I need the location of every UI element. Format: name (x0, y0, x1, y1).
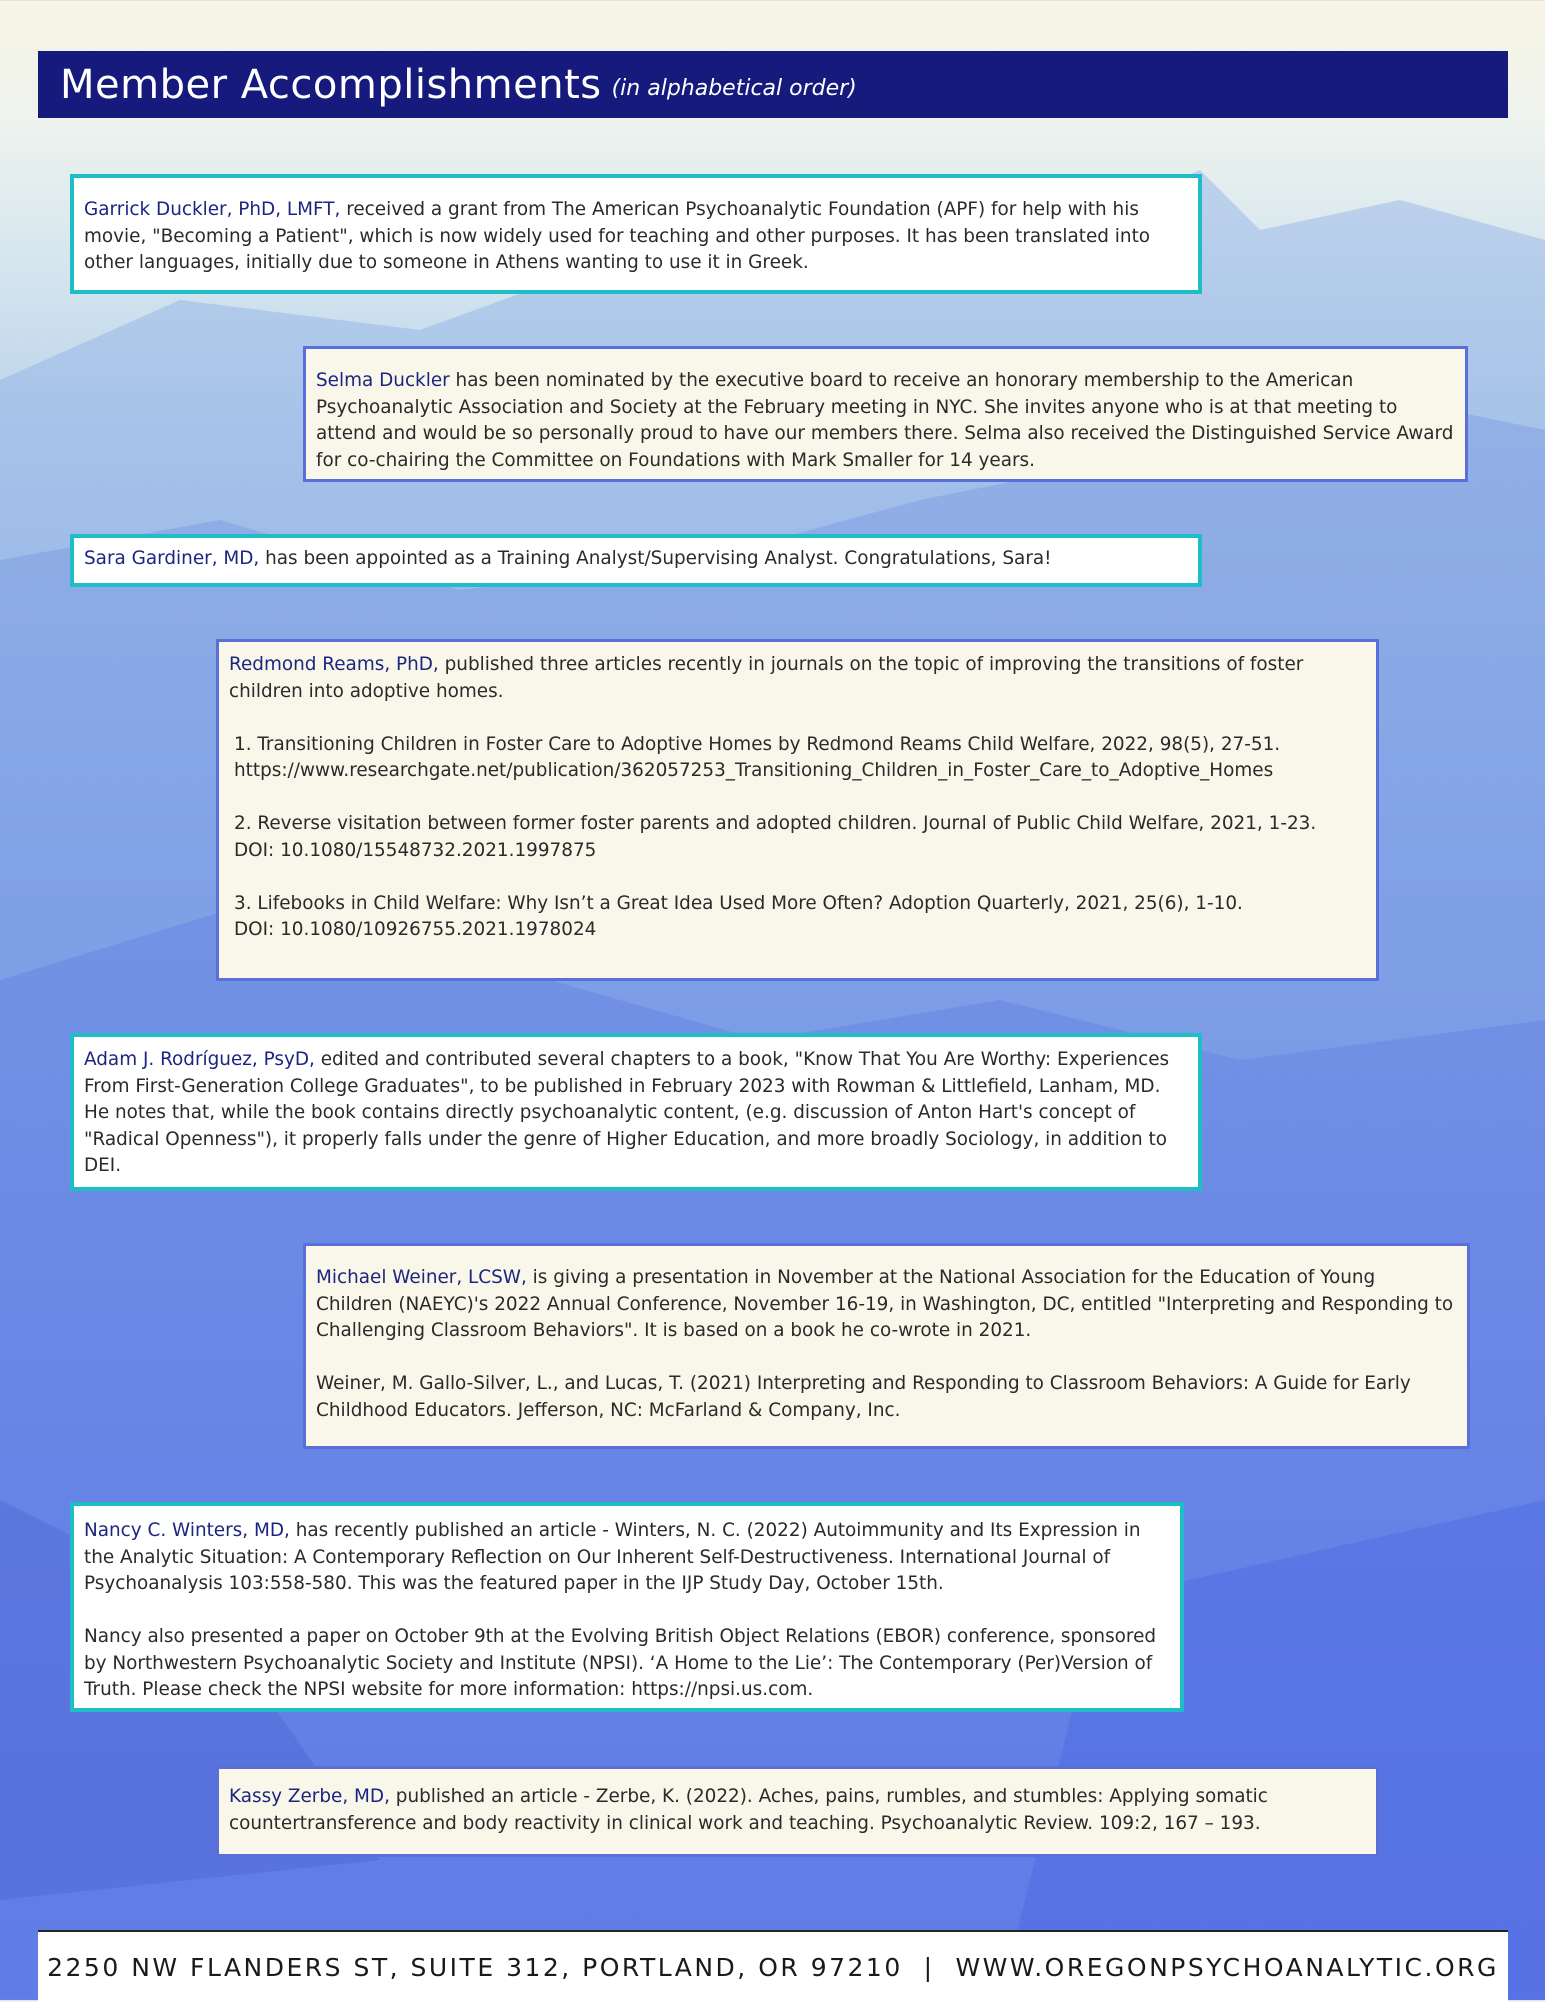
entry-text: received a grant from The American Psychoanalytic Foundation (APF) for help with his movie, "Becoming a Patient", which is now widely used for teaching and other purposes. It has been translated into other languages, initially due to someone in Athens wanting to use it in Greek. (84, 199, 1151, 273)
entry-card-winters (70, 1502, 1184, 1712)
member-name: Garrick Duckler, PhD, LMFT, (84, 199, 341, 220)
entry-text: edited and contributed several chapters to a book, "Know That You Are Worthy: Experiences From First-Generation College Graduates", to be published in February 2023 with Rowman & Littlefield, Lanham, MD. He notes that, while the book contains directly psychoanalytic content, (e.g. discussion of Anton Hart's concept of "Radical Openness"), it properly falls under the genre of Higher Education, and more broadly Sociology, in addition to DEI. (84, 1049, 1170, 1176)
entry-text: published three articles recently in journals on the topic of improving the transitions of foster children into adoptive homes. (229, 654, 1304, 702)
reference-link[interactable]: https://www.researchgate.net/publication/362057253_Transitioning_Children_in_Foster_Care_to_Adoptive_Homes (234, 760, 1274, 781)
entry-card-weiner (303, 1243, 1470, 1449)
entry-text: has been nominated by the executive board to receive an honorary membership to the American Psychoanalytic Association and Society at the February meeting in NYC. She invites anyone who is at that meeting to attend and would be so personally proud to have our members there. Selma also received the Distinguished Service Award for co-chairing the Committee on Foundations with Mark Smaller for 14 years. (316, 370, 1454, 471)
entry-card-duckler-selma (303, 346, 1468, 482)
entry-citation: Weiner, M. Gallo-Silver, L., and Lucas, T. (2021) Interpreting and Responding to Classroom Behaviors: A Guide for Early Childhood Educators. Jefferson, NC: McFarland & Company, Inc. (316, 1373, 1411, 1421)
footer-address: 2250 NW FLANDERS ST, SUITE 312, PORTLAND, OR 97210 | WWW.OREGONPSYCHOANALYTIC.ORG (47, 1952, 1499, 1982)
page-footer (38, 1930, 1508, 2002)
member-name: Nancy C. Winters, MD, (84, 1520, 290, 1541)
page-header (38, 51, 1508, 118)
entry-text: has been appointed as a Training Analyst/Supervising Analyst. Congratulations, Sara! (259, 548, 1052, 569)
entry-card-zerbe (216, 1766, 1379, 1857)
reference-line: 2. Reverse visitation between former foster parents and adopted children. Journal of Public Child Welfare, 2021, 1-23. (234, 813, 1317, 834)
entry-card-reams (216, 639, 1379, 981)
member-name: Redmond Reams, PhD, (229, 654, 439, 675)
reference-doi: DOI: 10.1080/10926755.2021.1978024 (234, 919, 597, 940)
member-name: Kassy Zerbe, MD, (229, 1786, 390, 1807)
member-name: Sara Gardiner, MD, (84, 548, 260, 569)
page-subtitle: (in alphabetical order) (611, 76, 857, 101)
reference-line: 3. Lifebooks in Child Welfare: Why Isn’t a Great Idea Used More Often? Adoption Quarterly, 2021, 25(6), 1-10. (234, 892, 1243, 914)
entry-card-rodriguez (70, 1033, 1202, 1191)
member-name: Adam J. Rodríguez, PsyD, (84, 1049, 315, 1070)
member-name: Selma Duckler (316, 370, 450, 391)
member-name: Michael Weiner, LCSW, (316, 1267, 527, 1288)
reference-doi: DOI: 10.1080/15548732.2021.1997875 (234, 839, 597, 861)
entry-text: has recently published an article - Winters, N. C. (2022) Autoimmunity and Its Expression in the Analytic Situation: A Contemporary Reflection on Our Inherent Self-Destructiveness. International Journal of Psychoanalysis 103:558-580. This was the featured paper in the IJP Study Day, October 15th. (84, 1520, 1141, 1594)
entry-card-duckler-garrick (70, 174, 1202, 294)
entry-extra: Nancy also presented a paper on October 9th at the Evolving British Object Relations (EBOR) conference, sponsored by Northwestern Psychoanalytic Society and Institute (NPSI). ‘A Home to the Lie’: The Contemporary (Per)Version of Truth. Please check the NPSI website for more information: https://npsi.us.com. (84, 1626, 1157, 1700)
reference-line: 1. Transitioning Children in Foster Care to Adoptive Homes by Redmond Reams Child Welfare, 2022, 98(5), 27-51. (234, 733, 1281, 755)
page-title: Member Accomplishments (60, 61, 602, 108)
entry-card-gardiner (70, 534, 1202, 587)
entry-text: is giving a presentation in November at the National Association for the Education of Young Children (NAEYC)'s 2022 Annual Conference, November 16-19, in Washington, DC, entitled "Interpreting and Responding to Challenging Classroom Behaviors". It is based on a book he co-wrote in 2021. (316, 1267, 1454, 1341)
entry-text: published an article - Zerbe, K. (2022). Aches, pains, rumbles, and stumbles: Applying somatic countertransference and body reactivity in clinical work and teaching. Psychoanalytic Review. 109:2, 167 – 193. (229, 1786, 1268, 1834)
